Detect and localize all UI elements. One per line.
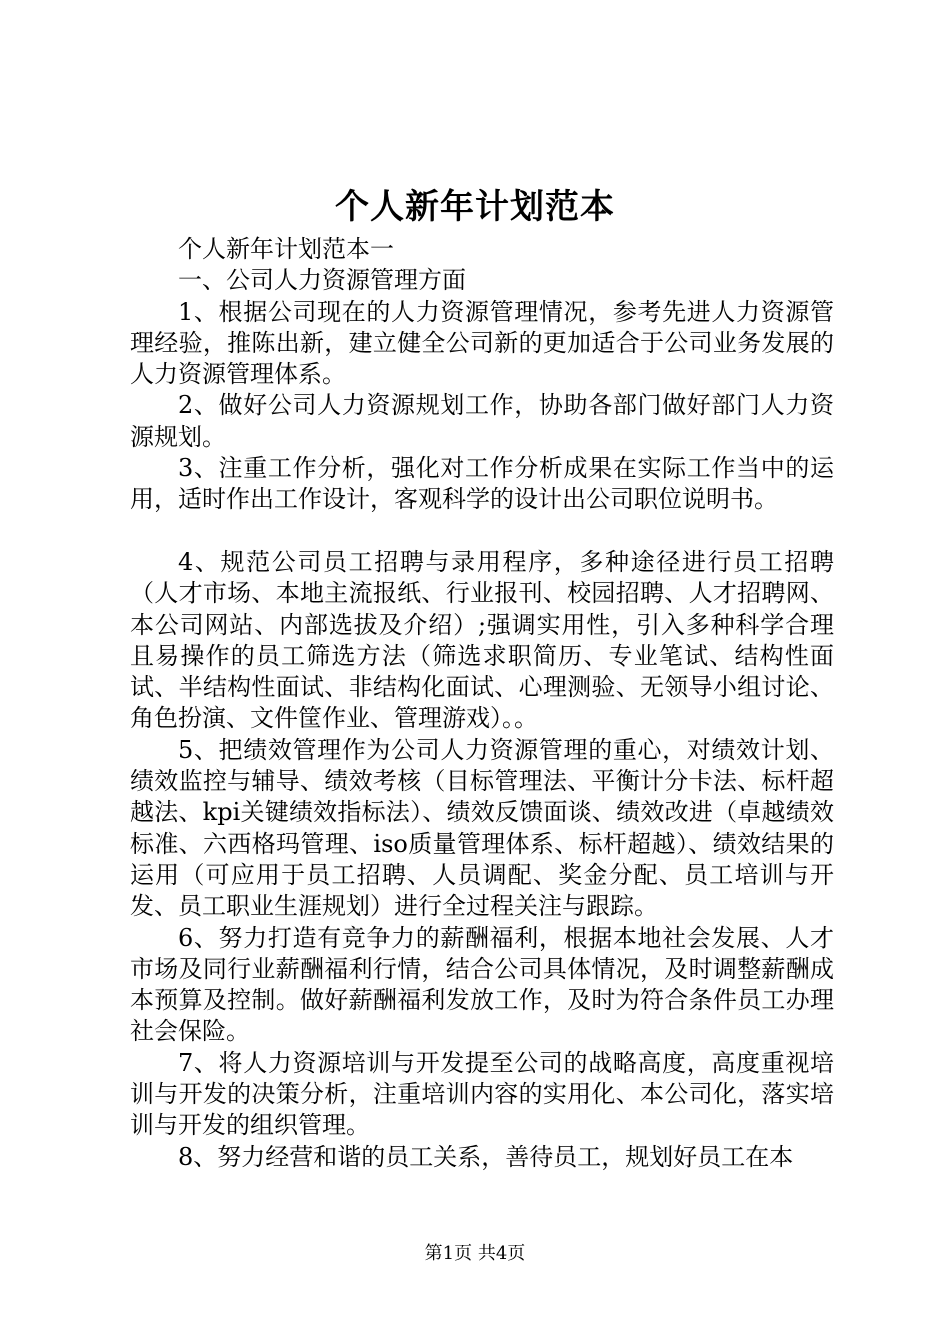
paragraph-item-7: 7、将人力资源培训与开发提至公司的战略高度，高度重视培训与开发的决策分析，注重培训内容的实用化、本公司化，落实培训与开发的组织管理。 [130,1048,834,1140]
paragraph-item-6: 6、努力打造有竞争力的薪酬福利，根据本地社会发展、人才市场及同行业薪酬福利行情，结合公司具体情况，及时调整薪酬成本预算及控制。做好薪酬福利发放工作，及时为符合条件员工办理社会保险。 [130,923,834,1046]
paragraph-item-2: 2、做好公司人力资源规划工作，协助各部门做好部门人力资源规划。 [130,391,834,451]
paragraph-heading: 个人新年计划范本一 [178,235,394,263]
paragraph-item-1: 1、根据公司现在的人力资源管理情况，参考先进人力资源管理经验，推陈出新，建立健全公司新的更加适合于公司业务发展的人力资源管理体系。 [130,297,834,389]
page-footer: 第1页 共4页 [424,1243,526,1264]
paragraph-item-8: 8、努力经营和谐的员工关系，善待员工，规划好员工在本 [178,1142,794,1171]
paragraph-item-3: 3、注重工作分析，强化对工作分析成果在实际工作当中的运用，适时作出工作设计，客观科学的设计出公司职位说明书。 [130,454,834,514]
document-title: 个人新年计划范本 [335,187,615,227]
paragraph-item-5: 5、把绩效管理作为公司人力资源管理的重心，对绩效计划、绩效监控与辅导、绩效考核（目标管理法、平衡计分卡法、标杆超越法、kpi关键绩效指标法）、绩效反馈面谈、绩效改进（卓越绩效标准、六西格玛管理、iso质量管理体系、标杆超越）、绩效结果的运用（可应用于员工招聘、人员调配、奖金分配、员工培训与开发、员工职业生涯规划）进行全过程关注与跟踪。 [130,735,834,921]
document-body [130,234,834,1173]
paragraph-section-heading: 一、公司人力资源管理方面 [178,266,466,295]
paragraph-item-4: 4、规范公司员工招聘与录用程序，多种途径进行员工招聘（人才市场、本地主流报纸、行业报刊、校园招聘、人才招聘网、本公司网站、内部选拔及介绍）;强调实用性，引入多种科学合理且易操作的员工筛选方法（筛选求职简历、专业笔试、结构性面试、半结构性面试、非结构化面试、心理测验、无领导小组讨论、角色扮演、文件筐作业、管理游戏）。。 [130,547,834,733]
